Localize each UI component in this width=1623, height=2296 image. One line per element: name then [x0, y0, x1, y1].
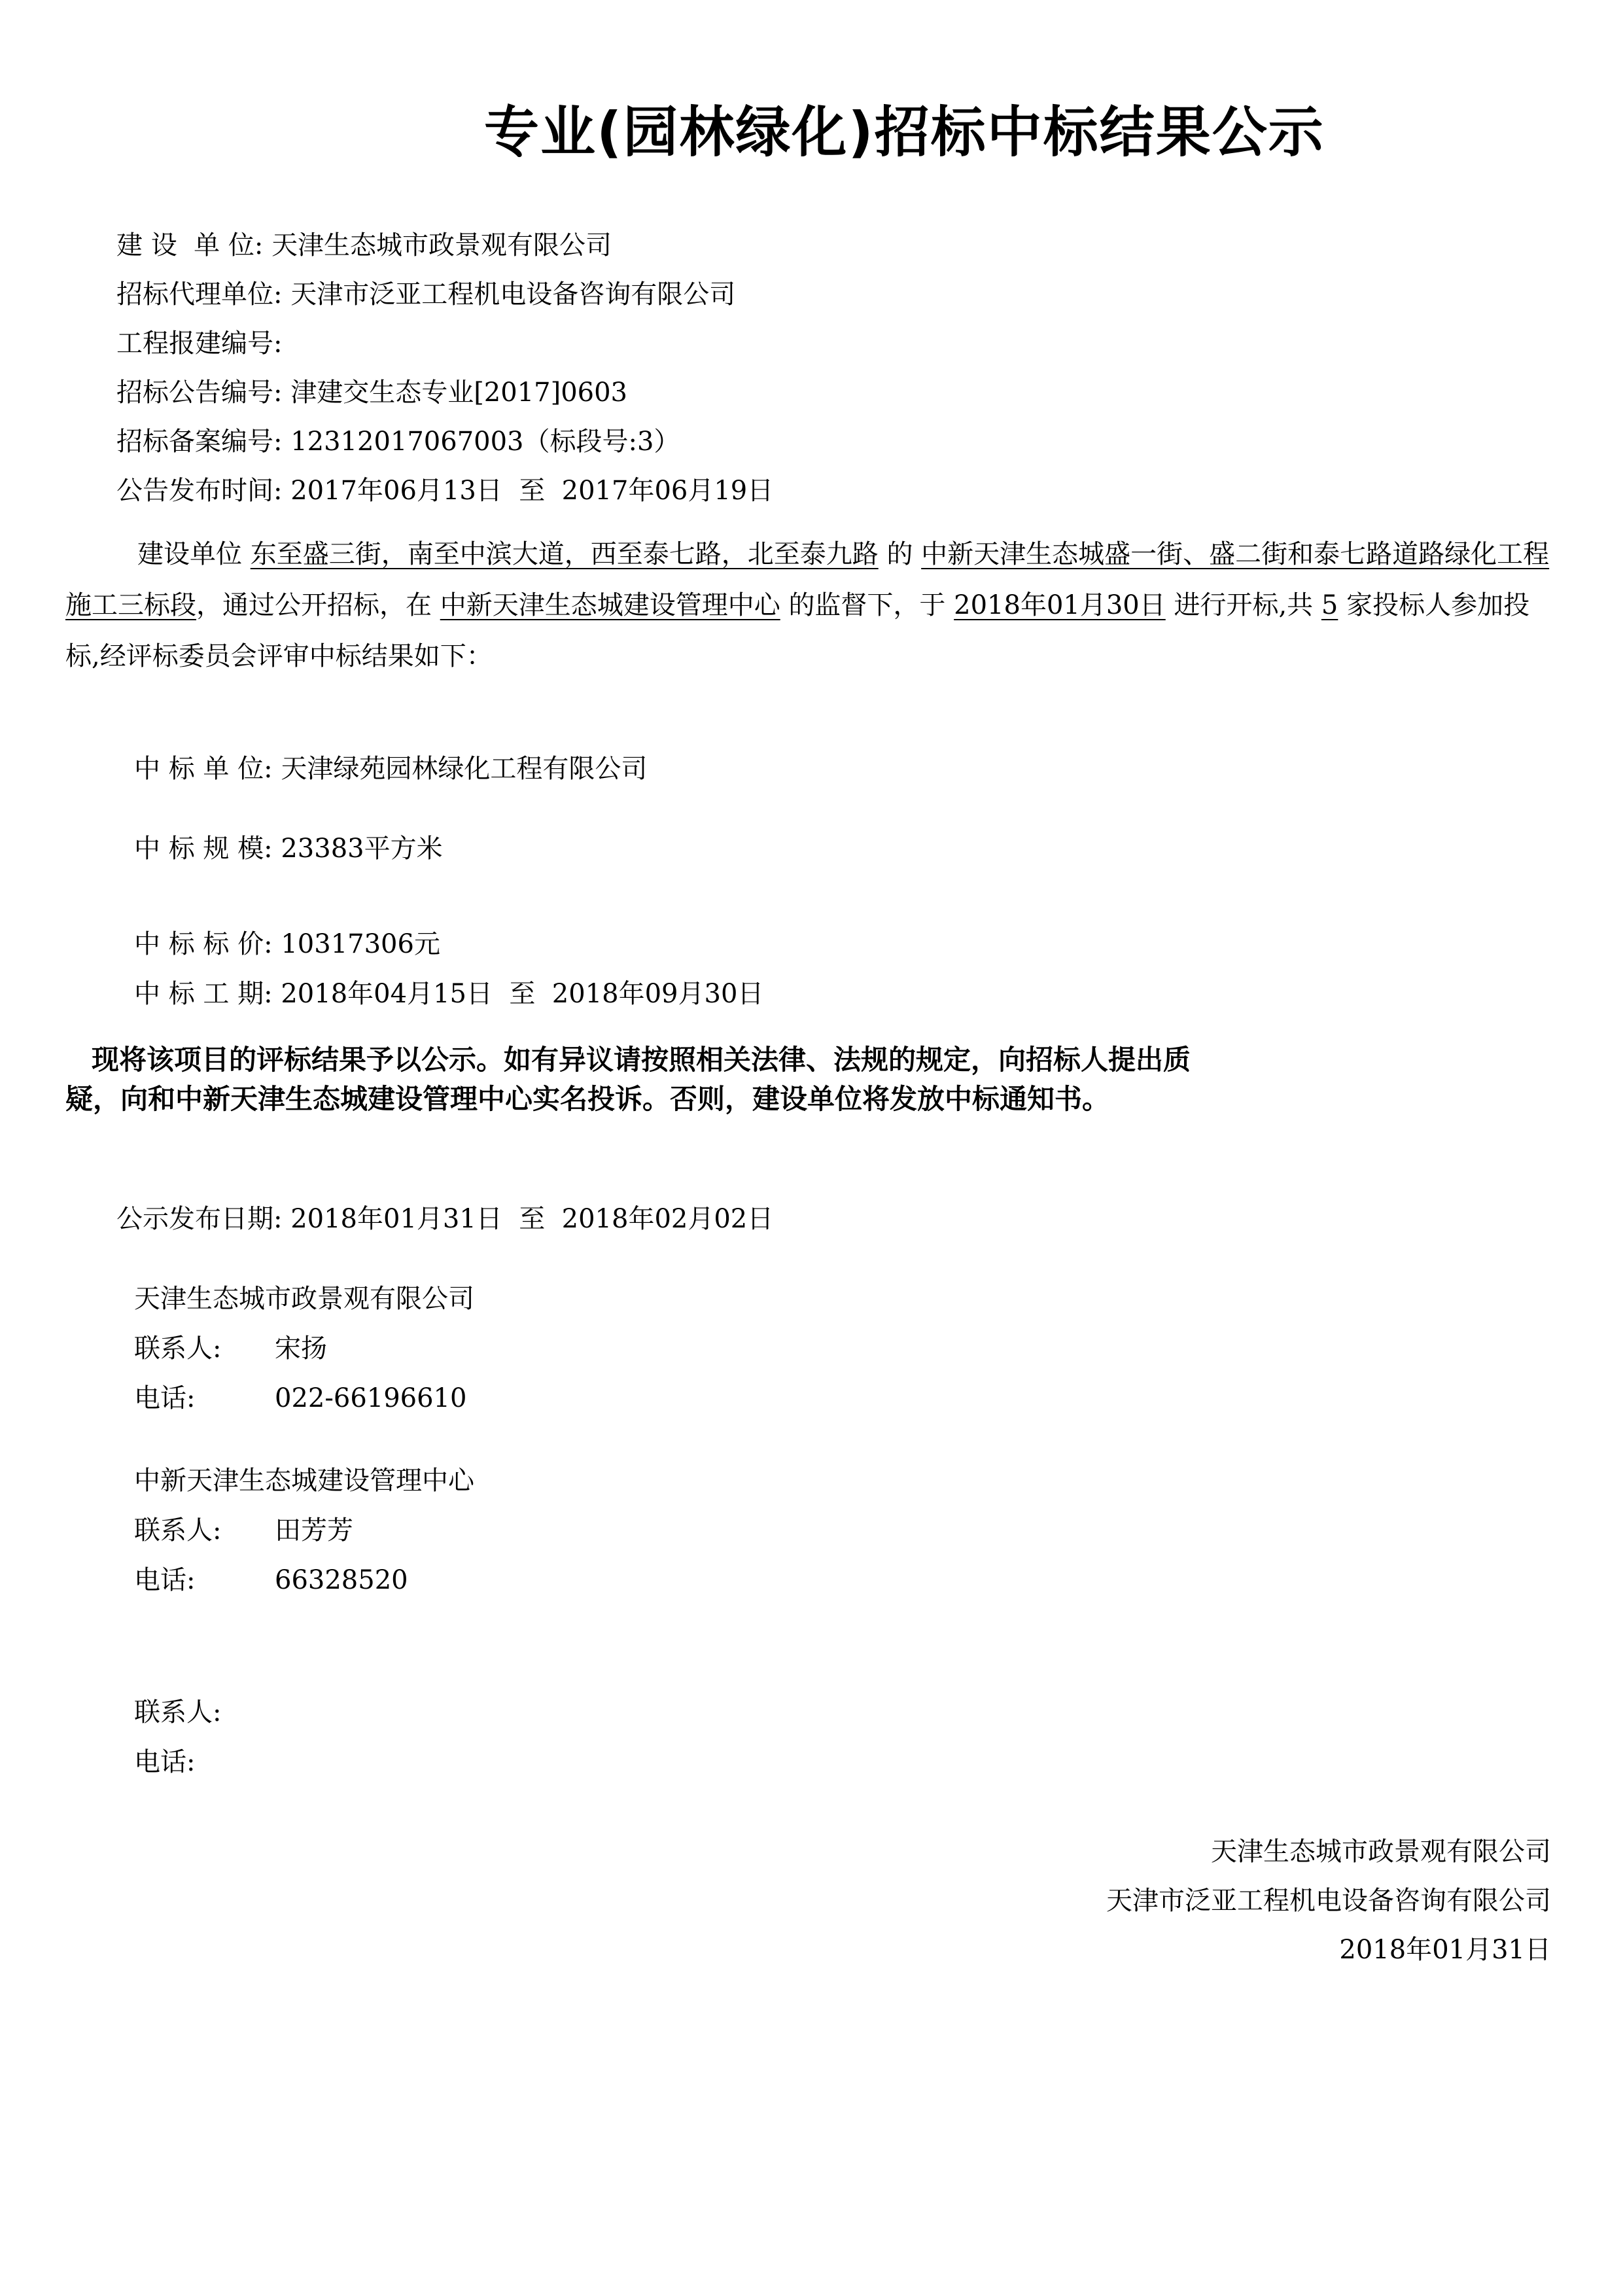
notice-no-value: 津建交生态专业[2017]0603	[290, 378, 628, 408]
price-row	[134, 928, 440, 961]
notice-line-1: 现将该项目的评标结果予以公示。如有异议请按照相关法律、法规的规定，向招标人提出质	[92, 1044, 1191, 1076]
price-label: 中 标 标 价:	[134, 929, 273, 959]
record-no-row	[116, 425, 680, 458]
contact-1-phone: 022-66196610	[275, 1383, 467, 1413]
notice-line-2: 疑，向和中新天津生态城建设管理中心实名投诉。否则，建设单位将发放中标通知书。	[65, 1083, 1110, 1115]
contact-3-person-label: 联系人:	[134, 1697, 222, 1727]
publicity-date-row	[116, 1203, 773, 1235]
contact-2-phone: 66328520	[275, 1565, 408, 1595]
contact-3-person-row	[134, 1696, 221, 1729]
contact-1-phone-row	[134, 1382, 466, 1415]
record-no-value: 12312017067003（标段号:3）	[290, 427, 680, 457]
contact-1-person: 宋扬	[275, 1333, 327, 1364]
para-text-3: ，通过公开招标，在	[196, 590, 432, 620]
open-date: 2018年01月30日	[954, 590, 1166, 620]
bidder-count: 5	[1321, 590, 1338, 620]
contact-3-phone-row	[134, 1746, 195, 1778]
contact-2-phone-row	[134, 1564, 408, 1597]
builder-value: 天津生态城市政景观有限公司	[271, 230, 612, 260]
contact-3-phone-label: 电话:	[134, 1747, 196, 1777]
agent-value: 天津市泛亚工程机电设备咨询有限公司	[290, 279, 736, 309]
publish-time-label: 公告发布时间:	[116, 476, 283, 506]
contact-2-person-label: 联系人:	[134, 1515, 222, 1545]
scale-row	[134, 832, 443, 865]
page-title: 专业(园林绿化)招标中标结果公示	[484, 100, 1325, 164]
project-location: 东至盛三街，南至中滨大道，西至泰七路，北至泰九路	[250, 539, 879, 569]
winner-value: 天津绿苑园林绿化工程有限公司	[281, 754, 648, 784]
record-no-label: 招标备案编号:	[116, 427, 283, 457]
contact-2-org: 中新天津生态城建设管理中心	[134, 1466, 474, 1496]
winner-row	[134, 752, 647, 785]
agent-row	[116, 278, 735, 311]
signature-date: 2018年01月31日	[1339, 1935, 1551, 1965]
publicity-date-value: 2018年01月31日 至 2018年02月02日	[290, 1204, 774, 1234]
project-name: 中新天津生态城盛一街、盛二街和泰七路道路绿化工程施工三标段	[65, 539, 1550, 620]
publicity-date-label: 公示发布日期:	[116, 1204, 283, 1234]
signature-org-2: 天津市泛亚工程机电设备咨询有限公司	[1106, 1886, 1551, 1916]
notice-no-label: 招标公告编号:	[116, 378, 283, 408]
agent-label: 招标代理单位:	[116, 279, 283, 309]
winner-label: 中 标 单 位:	[134, 754, 273, 784]
contact-2-person: 田芳芳	[275, 1515, 353, 1545]
notice-no-row	[116, 376, 627, 409]
supervisor: 中新天津生态城建设管理中心	[440, 590, 780, 620]
builder-row	[116, 229, 612, 262]
scale-value: 23383平方米	[281, 834, 443, 864]
contact-2-phone-label: 电话:	[134, 1565, 196, 1595]
contact-2-person-row	[134, 1514, 353, 1547]
builder-label: 建 设 单 位:	[116, 230, 264, 260]
publicity-notice	[65, 1040, 1531, 1119]
contact-1-person-label: 联系人:	[134, 1333, 222, 1364]
description-paragraph	[65, 529, 1557, 682]
publish-time-row	[116, 474, 773, 507]
contact-1-phone-label: 电话:	[134, 1383, 196, 1413]
publish-time-value: 2017年06月13日 至 2017年06月19日	[290, 476, 774, 506]
para-text-6: 家投标人参加投标,经评标委员会评审中标结果如下：	[65, 590, 1530, 671]
para-text-1: 建设单位	[137, 539, 242, 569]
para-text-4: 的监督下，于	[788, 590, 946, 620]
para-text-5: 进行开标,共	[1174, 590, 1314, 620]
contact-1-org: 天津生态城市政景观有限公司	[134, 1284, 474, 1314]
period-label: 中 标 工 期:	[134, 979, 273, 1009]
price-value: 10317306元	[281, 929, 440, 959]
period-row	[134, 978, 763, 1010]
project-no-row	[116, 327, 282, 360]
scale-label: 中 标 规 模:	[134, 834, 273, 864]
para-text-2: 的	[886, 539, 913, 569]
period-value: 2018年04月15日 至 2018年09月30日	[281, 979, 764, 1009]
signature-org-1: 天津生态城市政景观有限公司	[1211, 1837, 1551, 1867]
contact-1-person-row	[134, 1332, 327, 1365]
project-no-label: 工程报建编号:	[116, 328, 283, 359]
